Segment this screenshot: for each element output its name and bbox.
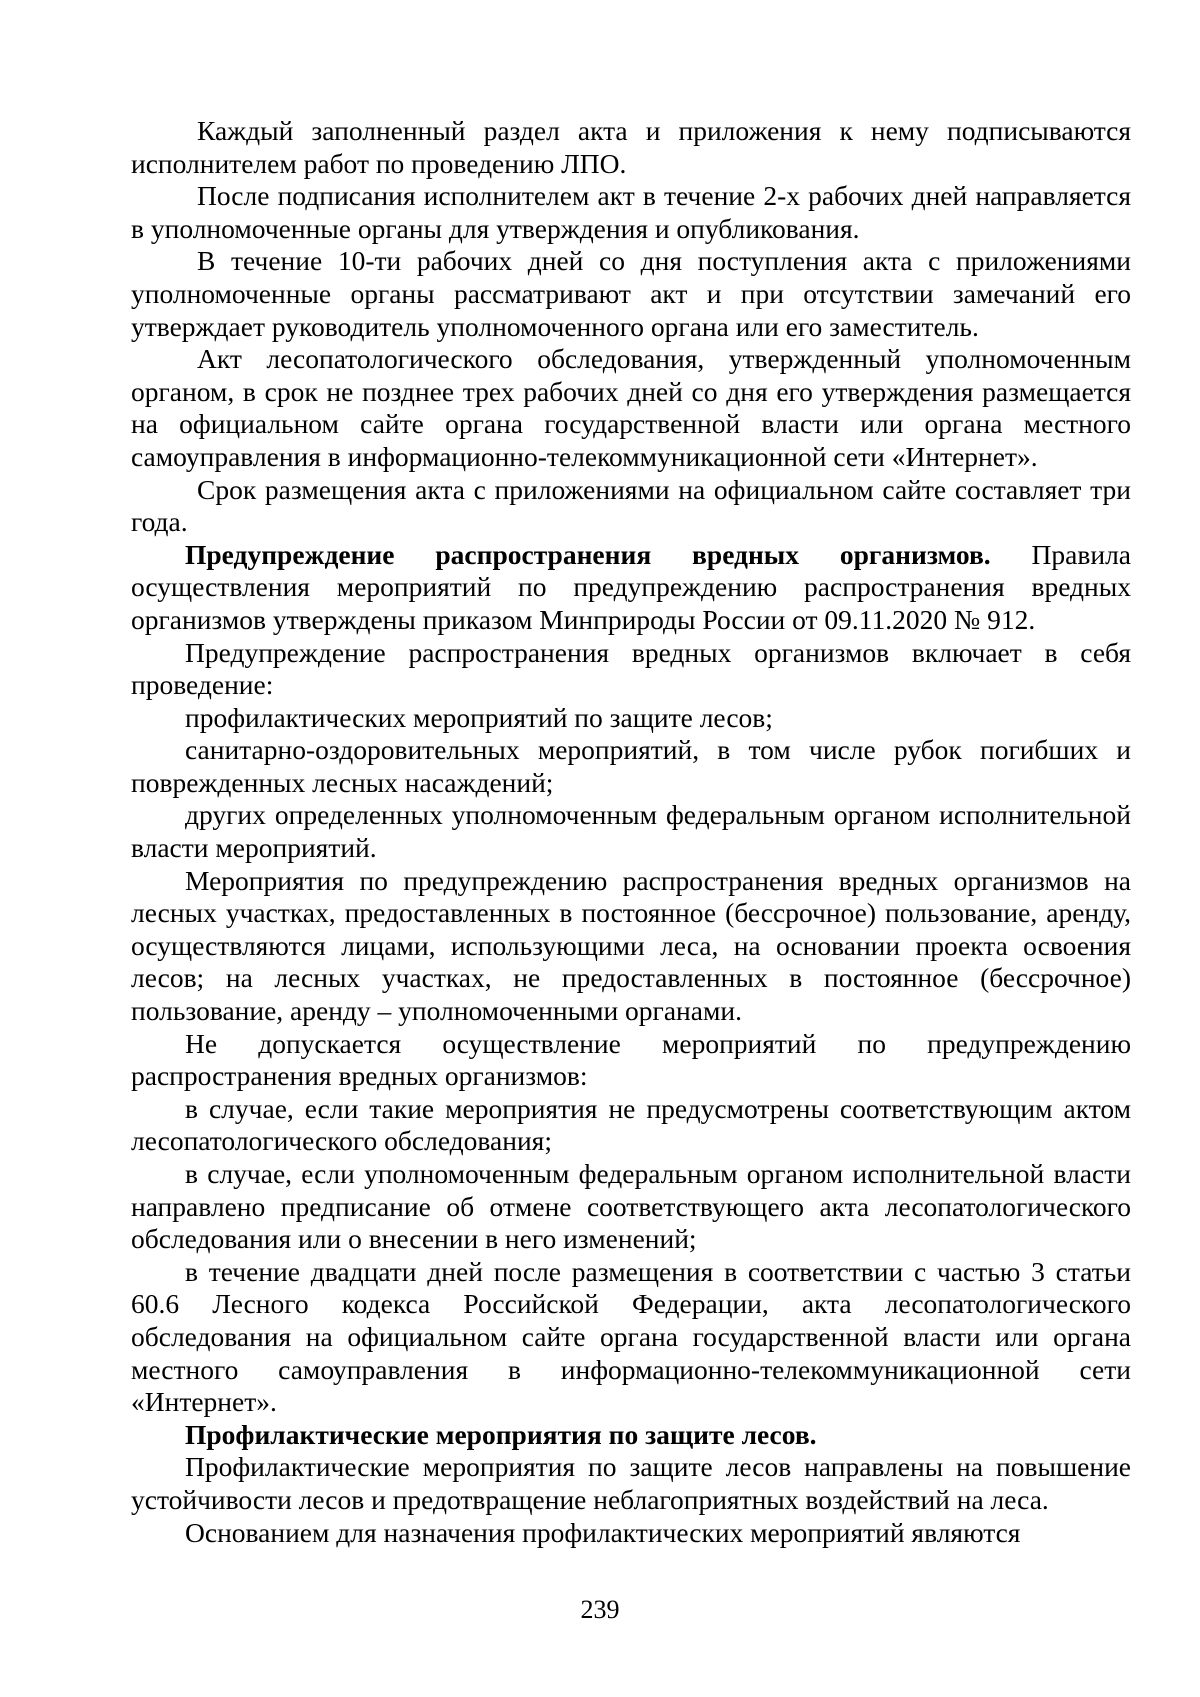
list-item-not-provided: в случае, если такие мероприятия не предусмотрены соответствующим актом лесопатологического обследования; (131, 1092, 1131, 1157)
paragraph-prevention-includes: Предупреждение распространения вредных организмов включает в себя проведение: (131, 636, 1131, 701)
paragraph-prophylactic-purpose: Профилактические мероприятия по защите лесов направлены на повышение устойчивости лесов и предотвращение неблагоприятных воздействий на леса. (131, 1451, 1131, 1515)
paragraph-prophylactic-heading (131, 1419, 1131, 1452)
list-item-other-measures: других определенных уполномоченным федеральным органом исполнительной власти мероприятий. (131, 799, 1131, 864)
paragraph-act-sending: После подписания исполнителем акт в течение 2-х рабочих дней направляется в уполномоченные органы для утверждения и опубликования. (131, 180, 1131, 244)
page-number: 239 (580, 1595, 620, 1624)
section-heading-prophylactic: Профилактические мероприятия по защите лесов. (185, 1418, 817, 1450)
paragraph-measures-performers: Мероприятия по предупреждению распространения вредных организмов на лесных участках, предоставленных в постоянное (бессрочное) пользование, аренду, осуществляются лицами, использующими леса, на основании проекта освоения лесов; на лесных участках, не предоставленных в постоянное (бессрочное) пользование, аренду – уполномоченными органами. (131, 864, 1131, 1027)
paragraph-act-signing: Каждый заполненный раздел акта и приложения к нему подписываются исполнителем работ по проведению ЛПО. (131, 115, 1131, 179)
list-item-prophylactic: профилактических мероприятий по защите лесов; (185, 701, 773, 733)
paragraph-prevention-rules-text: Правила осуществления мероприятий по предупреждению распространения вредных организмов утверждены приказом Минприроды России от 09.11.2020 № 912. (131, 538, 1131, 635)
paragraph-not-allowed: Не допускается осуществление мероприятий по предупреждению распространения вредных организмов: (131, 1027, 1131, 1092)
paragraph-publication-term: Срок размещения акта с приложениями на официальном сайте составляет три года. (131, 473, 1131, 538)
paragraph-prophylactic-basis: Основанием для назначения профилактических мероприятий являются (185, 1516, 1021, 1548)
body-text (131, 115, 1131, 1549)
paragraph-act-review: В течение 10-ти рабочих дней со дня поступления акта с приложениями уполномоченные органы рассматривают акт и при отсутствии замечаний его утверждает руководитель уполномоченного органа или его заместитель. (131, 245, 1131, 342)
paragraph-prevention-rules (131, 539, 1131, 637)
paragraph-act-publication: Акт лесопатологического обследования, утвержденный уполномоченным органом, в срок не позднее трех рабочих дней со дня его утверждения размещается на официальном сайте органа государственной власти или органа местного самоуправления в информационно-телекоммуникационной сети «Интернет». (131, 343, 1131, 472)
section-heading-prevention: Предупреждение распространения вредных организмов. (185, 538, 991, 570)
list-item-sanitary: санитарно-оздоровительных мероприятий, в том числе рубок погибших и поврежденных лесных насаждений; (131, 734, 1131, 798)
list-item-prescription: в случае, если уполномоченным федеральным органом исполнительной власти направлено предписание об отмене соответствующего акта лесопатологического обследования или о внесении в него изменений; (131, 1158, 1131, 1255)
list-item-twenty-days: в течение двадцати дней после размещения в соответствии с частью 3 статьи 60.6 Лесного кодекса Российской Федерации, акта лесопатологического обследования на официальном сайте органа государственной власти или органа местного самоуправления в информационно-телекоммуникационной сети «Интернет». (131, 1255, 1131, 1418)
